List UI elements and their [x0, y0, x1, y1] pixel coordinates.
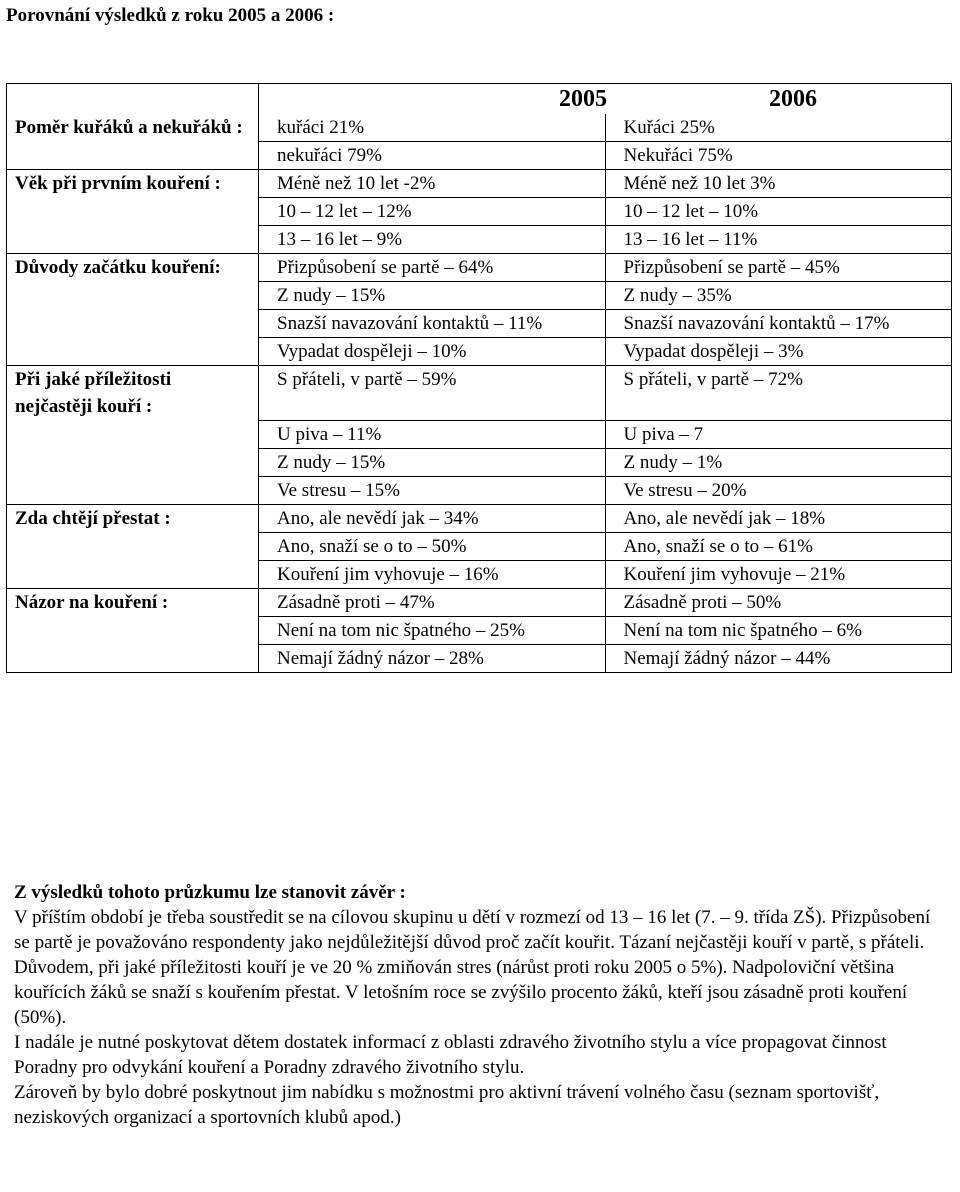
- value-2006-cell: Z nudy – 35%: [605, 282, 952, 310]
- results-table: [6, 83, 952, 673]
- value-2005-cell: 13 – 16 let – 9%: [259, 226, 606, 254]
- category-continuation-cell: [7, 338, 259, 366]
- category-continuation-cell: [7, 142, 259, 170]
- value-2006-cell: Ano, snaží se o to – 61%: [605, 532, 952, 560]
- value-2006-cell: S přáteli, v partě – 72%: [605, 366, 952, 421]
- table-row: [7, 476, 952, 504]
- table-row: [7, 226, 952, 254]
- category-continuation-cell: [7, 420, 259, 448]
- year-header-row: [7, 84, 952, 115]
- conclusion-paragraph: I nadále je nutné poskytovat dětem dostatek informací z oblasti zdravého životního stylu a více propagovat činnost Poradny pro odvykání kouření a Poradny zdravého životního stylu.: [14, 1032, 887, 1078]
- value-2006-cell: Nemají žádný názor – 44%: [605, 644, 952, 672]
- table-row: [7, 560, 952, 588]
- value-2005-cell: Nemají žádný názor – 28%: [259, 644, 606, 672]
- value-2006-cell: Nekuřáci 75%: [605, 142, 952, 170]
- category-continuation-cell: [7, 226, 259, 254]
- category-continuation-cell: [7, 282, 259, 310]
- value-2006-cell: Přizpůsobení se partě – 45%: [605, 254, 952, 282]
- category-label: Důvody začátku kouření:: [7, 254, 259, 282]
- value-2006-cell: Zásadně proti – 50%: [605, 588, 952, 616]
- value-2005-cell: Z nudy – 15%: [259, 282, 606, 310]
- category-continuation-cell: [7, 310, 259, 338]
- category-continuation-cell: [7, 644, 259, 672]
- table-row: [7, 310, 952, 338]
- value-2005-cell: U piva – 11%: [259, 420, 606, 448]
- value-2005-cell: Ano, snaží se o to – 50%: [259, 532, 606, 560]
- category-label: Názor na kouření :: [7, 588, 259, 616]
- year-2006-label: 2006: [769, 86, 817, 112]
- value-2005-cell: Z nudy – 15%: [259, 448, 606, 476]
- value-2006-cell: 10 – 12 let – 10%: [605, 198, 952, 226]
- category-continuation-cell: [7, 616, 259, 644]
- value-2005-cell: Vypadat dospěleji – 10%: [259, 338, 606, 366]
- results-table-body: [7, 84, 952, 673]
- category-continuation-cell: [7, 198, 259, 226]
- category-continuation-cell: [7, 448, 259, 476]
- year-2005-label: 2005: [559, 86, 607, 112]
- table-row: [7, 142, 952, 170]
- page-title: Porovnání výsledků z roku 2005 a 2006 :: [6, 5, 335, 26]
- table-row: [7, 448, 952, 476]
- year-header-cell: [259, 84, 952, 115]
- table-row: [7, 114, 952, 142]
- table-row: [7, 644, 952, 672]
- table-row: [7, 282, 952, 310]
- value-2005-cell: nekuřáci 79%: [259, 142, 606, 170]
- value-2005-cell: Přizpůsobení se partě – 64%: [259, 254, 606, 282]
- table-row: [7, 366, 952, 421]
- table-row: [7, 198, 952, 226]
- value-2005-cell: Snazší navazování kontaktů – 11%: [259, 310, 606, 338]
- value-2005-cell: Kouření jim vyhovuje – 16%: [259, 560, 606, 588]
- table-row: [7, 588, 952, 616]
- category-continuation-cell: [7, 560, 259, 588]
- table-row: [7, 504, 952, 532]
- value-2005-cell: Ano, ale nevědí jak – 34%: [259, 504, 606, 532]
- value-2006-cell: Z nudy – 1%: [605, 448, 952, 476]
- value-2005-cell: Ve stresu – 15%: [259, 476, 606, 504]
- header-empty-cell: [7, 84, 259, 115]
- conclusion-heading: Z výsledků tohoto průzkumu lze stanovit závěr :: [14, 882, 406, 903]
- value-2006-cell: Vypadat dospěleji – 3%: [605, 338, 952, 366]
- value-2006-cell: Méně než 10 let 3%: [605, 170, 952, 198]
- value-2005-cell: Méně než 10 let -2%: [259, 170, 606, 198]
- category-continuation-cell: [7, 532, 259, 560]
- value-2006-cell: Není na tom nic špatného – 6%: [605, 616, 952, 644]
- category-label: Poměr kuřáků a nekuřáků :: [7, 114, 259, 142]
- value-2006-cell: Kouření jim vyhovuje – 21%: [605, 560, 952, 588]
- value-2005-cell: S přáteli, v partě – 59%: [259, 366, 606, 421]
- value-2006-cell: Ve stresu – 20%: [605, 476, 952, 504]
- category-label: Zda chtějí přestat :: [7, 504, 259, 532]
- table-row: [7, 338, 952, 366]
- value-2005-cell: Zásadně proti – 47%: [259, 588, 606, 616]
- value-2005-cell: Není na tom nic špatného – 25%: [259, 616, 606, 644]
- value-2006-cell: 13 – 16 let – 11%: [605, 226, 952, 254]
- table-row: [7, 170, 952, 198]
- value-2005-cell: kuřáci 21%: [259, 114, 606, 142]
- table-row: [7, 532, 952, 560]
- table-row: [7, 616, 952, 644]
- table-row: [7, 420, 952, 448]
- conclusion-section: [14, 880, 944, 1130]
- value-2006-cell: Kuřáci 25%: [605, 114, 952, 142]
- category-label: Věk při prvním kouření :: [7, 170, 259, 198]
- value-2006-cell: Snazší navazování kontaktů – 17%: [605, 310, 952, 338]
- category-label: Při jaké příležitosti nejčastěji kouří :: [7, 366, 259, 421]
- conclusion-paragraph: Zároveň by bylo dobré poskytnout jim nabídku s možnostmi pro aktivní trávení volného času (seznam sportovišť, neziskových organizací a sportovních klubů apod.): [14, 1082, 880, 1128]
- value-2006-cell: U piva – 7: [605, 420, 952, 448]
- table-row: [7, 254, 952, 282]
- value-2006-cell: Ano, ale nevědí jak – 18%: [605, 504, 952, 532]
- conclusion-paragraph: V příštím období je třeba soustředit se na cílovou skupinu u dětí v rozmezí od 13 – 16 let (7. – 9. třída ZŠ). Přizpůsobení se partě je považováno respondenty jako nejdůležitější důvod proč začít kouřit. Tázaní nejčastěji kouří v partě, s přáteli. Důvodem, při jaké příležitosti kouří je ve 20 % zmiňován stres (nárůst proti roku 2005 o 5%). Nadpoloviční většina kouřících žáků se snaží s kouřením přestat. V letošním roce se zvýšilo procento žáků, kteří jsou zásadně proti kouření (50%).: [14, 907, 931, 1028]
- value-2005-cell: 10 – 12 let – 12%: [259, 198, 606, 226]
- category-continuation-cell: [7, 476, 259, 504]
